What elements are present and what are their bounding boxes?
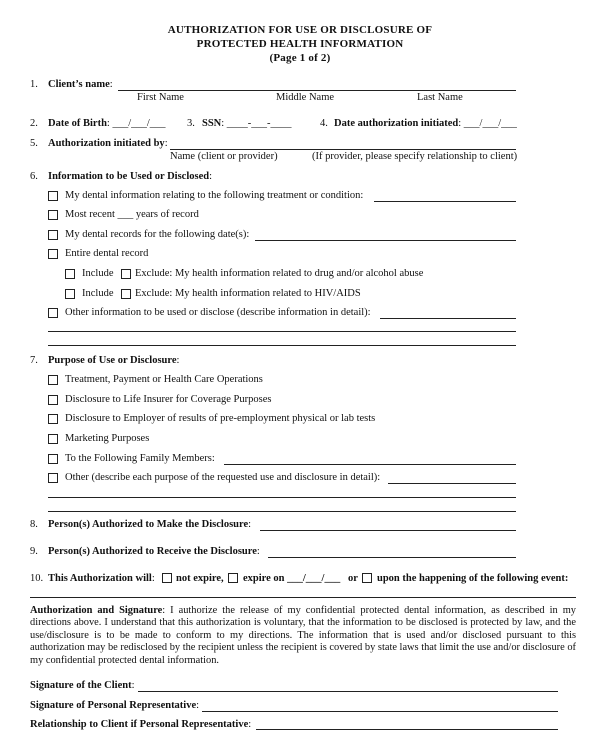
other-information-line-3[interactable] — [48, 345, 516, 346]
first-name-caption: First Name — [137, 92, 184, 103]
checkbox-other-information[interactable] — [48, 308, 58, 318]
relationship-label: Relationship to Client if Personal Representative: — [30, 719, 252, 730]
ssn-label: SSN: ____-___-____ — [202, 118, 292, 129]
authorization-will-label: This Authorization will: — [48, 573, 155, 584]
receive-disclosure-field[interactable] — [268, 557, 516, 558]
option-exclude-drug-alcohol: Exclude: My health information related to drug and/or alcohol abuse — [135, 268, 424, 279]
make-disclosure-label: Person(s) Authorized to Make the Disclosure: — [48, 519, 252, 530]
checkbox-most-recent-years[interactable] — [48, 210, 58, 220]
option-most-recent-years: Most recent ___ years of record — [65, 209, 199, 220]
treatment-condition-field[interactable] — [374, 201, 516, 202]
middle-name-caption: Middle Name — [276, 92, 335, 103]
record-dates-field[interactable] — [255, 240, 516, 241]
representative-signature-field[interactable] — [202, 711, 558, 712]
purpose-heading: Purpose of Use or Disclosure: — [48, 355, 180, 366]
option-employer: Disclosure to Employer of results of pre-employment physical or lab tests — [65, 413, 376, 424]
section-3-number: 3. — [187, 118, 195, 129]
other-information-line-2[interactable] — [48, 331, 516, 332]
option-family-members: To the Following Family Members: — [65, 453, 215, 464]
authorization-statement: Authorization and Signature: I authorize the release of my confidential protected dental information, as described in my directions above. I understand that this authorization is voluntary, that the information to be disclosed is protected by law, and the use/disclosure is to be made to conform to my directions. The information that is used and/or disclosed pursuant to this authorization may be redisclosed by the recipient unless the recipient is covered by state laws that limit the use and/or disclosure of my confidential protected dental information. — [30, 605, 577, 666]
option-treatment-payment: Treatment, Payment or Health Care Operations — [65, 374, 263, 385]
event-description-field[interactable] — [30, 597, 576, 598]
section-5-number: 5. — [30, 138, 38, 149]
ssn-field[interactable]: : ____-___-____ — [221, 118, 292, 129]
receive-disclosure-label: Person(s) Authorized to Receive the Disclosure: — [48, 546, 260, 557]
option-include-drug-alcohol: Include — [82, 268, 114, 279]
other-purpose-line-3[interactable] — [48, 511, 516, 512]
checkbox-treatment-condition[interactable] — [48, 191, 58, 201]
checkbox-record-dates[interactable] — [48, 230, 58, 240]
or-text: or — [348, 573, 358, 584]
page-indicator: (Page 1 of 2) — [269, 52, 331, 64]
checkbox-include-hiv[interactable] — [65, 289, 75, 299]
form-title-line1: AUTHORIZATION FOR USE OR DISCLOSURE OF — [167, 24, 433, 36]
checkbox-other-purpose[interactable] — [48, 473, 58, 483]
option-other-purpose: Other (describe each purpose of the requested use and disclosure in detail): — [65, 472, 381, 483]
option-exclude-hiv: Exclude: My health information related to HIV/AIDS — [135, 288, 361, 299]
checkbox-marketing[interactable] — [48, 434, 58, 444]
client-name-label: Client’s name: — [48, 79, 113, 90]
other-purpose-line-2[interactable] — [48, 497, 516, 498]
date-initiated-field[interactable]: : ___/___/___ — [458, 118, 517, 129]
section-4-number: 4. — [320, 118, 328, 129]
option-include-hiv: Include — [82, 288, 114, 299]
client-signature-label: Signature of the Client: — [30, 680, 135, 691]
section-7-number: 7. — [30, 355, 38, 366]
family-members-field[interactable] — [224, 464, 516, 465]
checkbox-entire-record[interactable] — [48, 249, 58, 259]
initiated-by-caption-relationship: (If provider, please specify relationship to client) — [312, 151, 518, 162]
checkbox-not-expire[interactable] — [162, 573, 172, 583]
other-purpose-field[interactable] — [388, 483, 516, 484]
checkbox-expire-on[interactable] — [228, 573, 238, 583]
initiated-by-field[interactable] — [170, 149, 516, 150]
date-of-birth-field[interactable]: : ___/___/___ — [106, 118, 166, 129]
checkbox-treatment-payment[interactable] — [48, 375, 58, 385]
checkbox-family-members[interactable] — [48, 454, 58, 464]
option-not-expire: not expire, — [176, 573, 224, 584]
initiated-by-label: Authorization initiated by: — [48, 138, 168, 149]
section-6-number: 6. — [30, 171, 38, 182]
option-other-information: Other information to be used or disclose (describe information in detail): — [65, 307, 371, 318]
info-disclosed-heading: Information to be Used or Disclosed: — [48, 171, 213, 182]
last-name-caption: Last Name — [417, 92, 463, 103]
client-name-field[interactable] — [118, 90, 516, 91]
section-8-number: 8. — [30, 519, 38, 530]
initiated-by-caption-name: Name (client or provider) — [170, 151, 278, 162]
option-event: upon the happening of the following event: — [377, 573, 569, 584]
option-life-insurer: Disclosure to Life Insurer for Coverage Purposes — [65, 394, 272, 405]
option-record-dates: My dental records for the following date(s): — [65, 229, 250, 240]
checkbox-include-drug-alcohol[interactable] — [65, 269, 75, 279]
option-treatment-condition: My dental information relating to the following treatment or condition: — [65, 190, 364, 201]
client-signature-field[interactable] — [138, 691, 558, 692]
section-9-number: 9. — [30, 546, 38, 557]
option-marketing: Marketing Purposes — [65, 433, 150, 444]
date-of-birth-label: Date of Birth: ___/___/___ — [48, 118, 166, 129]
representative-signature-label: Signature of Personal Representative: — [30, 700, 200, 711]
checkbox-life-insurer[interactable] — [48, 395, 58, 405]
checkbox-exclude-drug-alcohol[interactable] — [121, 269, 131, 279]
checkbox-exclude-hiv[interactable] — [121, 289, 131, 299]
form-title-line2: PROTECTED HEALTH INFORMATION — [196, 38, 404, 50]
checkbox-employer[interactable] — [48, 414, 58, 424]
other-information-field[interactable] — [380, 318, 516, 319]
section-1-number: 1. — [30, 79, 38, 90]
option-entire-record: Entire dental record — [65, 248, 149, 259]
make-disclosure-field[interactable] — [260, 530, 516, 531]
section-2-number: 2. — [30, 118, 38, 129]
option-expire-on: expire on ___/___/___ — [243, 573, 341, 584]
date-initiated-label: Date authorization initiated: ___/___/___ — [334, 118, 517, 129]
section-10-number: 10. — [30, 573, 44, 584]
checkbox-event[interactable] — [362, 573, 372, 583]
